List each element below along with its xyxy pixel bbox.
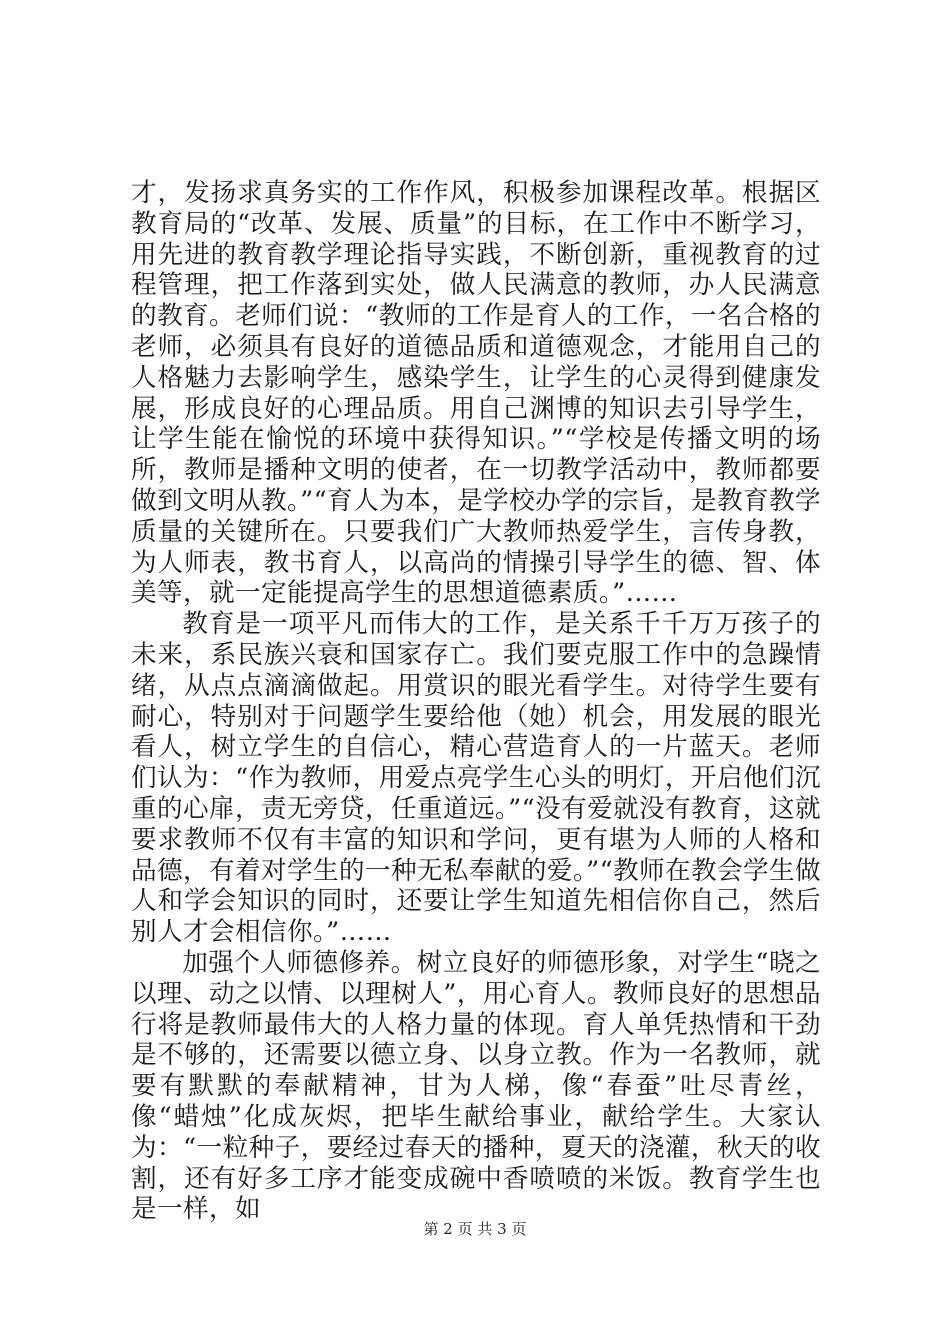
paragraph-1: 才，发扬求真务实的工作作风，积极参加课程改革。根据区教育局的“改革、发展、质量”的目标，在工作中不断学习，用先进的教育教学理论指导实践，不断创新，重视教育的过程管理，把工作落到实处，做人民满意的教师，办人民满意的教育。老师们说：“教师的工作是育人的工作，一名合格的老师，必须具有良好的道德品质和道德观念，才能用自己的人格魅力去影响学生，感染学生，让学生的心灵得到健康发展，形成良好的心理品质。用自己渊博的知识去引导学生，让学生能在愉悦的环境中获得知识。”“学校是传播文明的场所，教师是播种文明的使者，在一切教学活动中，教师都要做到文明从教。”“育人为本，是学校办学的宗旨，是教育教学质量的关键所在。只要我们广大教师热爱学生，言传身教，为人师表，教书育人，以高尚的情操引导学生的德、智、体美等，就一定能提高学生的思想道德素质。”……	[131, 178, 822, 609]
paragraph-2: 教育是一项平凡而伟大的工作，是关系千千万万孩子的未来，系民族兴衰和国家存亡。我们要克服工作中的急躁情绪，从点点滴滴做起。用赏识的眼光看学生。对待学生要有耐心，特别对于问题学生要给他（她）机会，用发展的眼光看人，树立学生的自信心，精心营造育人的一片蓝天。老师们认为：“作为教师，用爱点亮学生心头的明灯，开启他们沉重的心扉，责无旁贷，任重道远。”“没有爱就没有教育，这就要求教师不仅有丰富的知识和学问，更有堪为人师的人格和品德，有着对学生的一种无私奉献的爱。”“教师在教会学生做人和学会知识的同时，还要让学生知道先相信你自己，然后别人才会相信你。”……	[131, 609, 822, 948]
document-body	[131, 178, 821, 1225]
page-footer: 第 2 页 共 3 页	[423, 1220, 527, 1238]
paragraph-3: 加强个人师德修养。树立良好的师德形象，对学生“晓之以理、动之以情、以理树人”，用心育人。教师良好的思想品行将是教师最伟大的人格力量的体现。育人单凭热情和干劲是不够的，还需要以德立身、以身立教。作为一名教师，就要有默默的奉献精神，甘为人梯，像“春蚕”吐尽青丝，像“蜡烛”化成灰烬，把毕生献给事业，献给学生。大家认为：“一粒种子，要经过春天的播种，夏天的浇灌，秋天的收割，还有好多工序才能变成碗中香喷喷的米饭。教育学生也是一样，如	[131, 947, 821, 1225]
